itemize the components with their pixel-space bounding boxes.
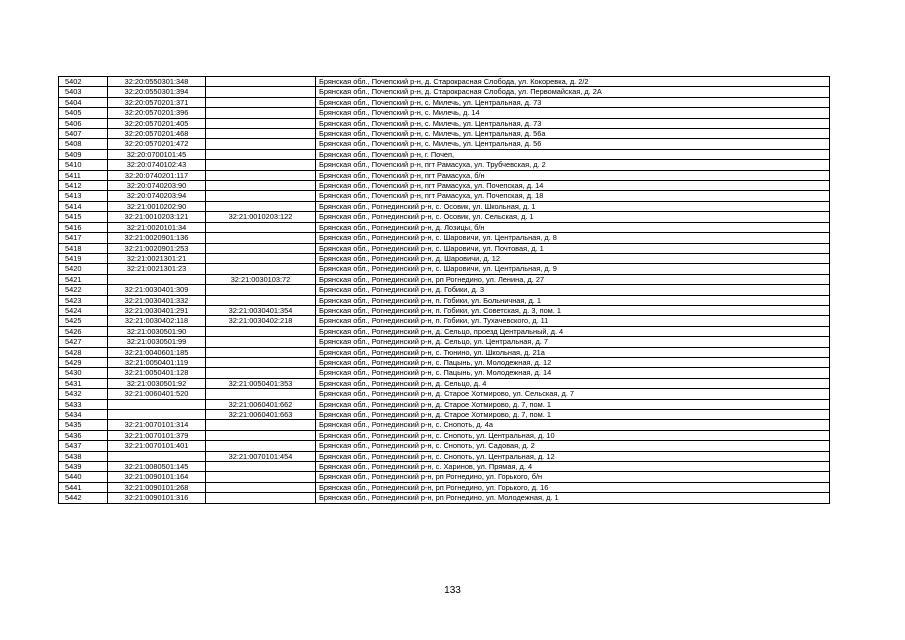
row-number-cell: 5418 xyxy=(59,243,108,253)
address-cell: Брянская обл., Рогнединский р-н, с. Пацынь, ул. Молодежная, д. 12 xyxy=(316,357,830,367)
address-cell: Брянская обл., Рогнединский р-н, д. Шаровичи, д. 12 xyxy=(316,253,830,263)
cadastral-number-cell: 32:21:0070101:379 xyxy=(108,430,206,440)
cadastral-number-cell: 32:21:0050401:119 xyxy=(108,357,206,367)
address-cell: Брянская обл., Рогнединский р-н, с. Шаровичи, ул. Центральная, д. 8 xyxy=(316,233,830,243)
table-row xyxy=(59,451,830,461)
address-cell: Брянская обл., Почепский р-н, с. Милечь, ул. Центральная, д. 56а xyxy=(316,129,830,139)
row-number-cell: 5436 xyxy=(59,430,108,440)
related-cadastral-number-cell xyxy=(206,357,316,367)
row-number-cell: 5433 xyxy=(59,399,108,409)
related-cadastral-number-cell: 32:21:0060401:662 xyxy=(206,399,316,409)
cadastral-number-cell: 32:21:0020901:253 xyxy=(108,243,206,253)
cadastral-number-cell: 32:20:0570201:396 xyxy=(108,108,206,118)
address-cell: Брянская обл., Рогнединский р-н, д. Старое Хотмирово, д. 7, пом. 1 xyxy=(316,399,830,409)
cadastral-number-cell: 32:21:0030401:291 xyxy=(108,305,206,315)
related-cadastral-number-cell xyxy=(206,149,316,159)
cadastral-number-cell: 32:21:0080501:145 xyxy=(108,462,206,472)
address-cell: Брянская обл., Почепский р-н, с. Милечь, ул. Центральная, д. 73 xyxy=(316,118,830,128)
page-number: 133 xyxy=(444,585,461,596)
cadastral-number-cell: 32:20:0570201:472 xyxy=(108,139,206,149)
related-cadastral-number-cell xyxy=(206,482,316,492)
table-row xyxy=(59,191,830,201)
related-cadastral-number-cell xyxy=(206,201,316,211)
cadastral-number-cell xyxy=(108,410,206,420)
address-cell: Брянская обл., Рогнединский р-н, рп Рогнедино, ул. Молодежная, д. 1 xyxy=(316,493,830,503)
registry-table-container xyxy=(58,76,829,504)
row-number-cell: 5412 xyxy=(59,181,108,191)
row-number-cell: 5428 xyxy=(59,347,108,357)
table-row xyxy=(59,160,830,170)
related-cadastral-number-cell: 32:21:0010203:122 xyxy=(206,212,316,222)
related-cadastral-number-cell: 32:21:0030401:354 xyxy=(206,305,316,315)
table-row xyxy=(59,253,830,263)
table-row xyxy=(59,149,830,159)
related-cadastral-number-cell: 32:21:0050401:353 xyxy=(206,378,316,388)
cadastral-number-cell: 32:20:0740201:117 xyxy=(108,170,206,180)
table-row xyxy=(59,493,830,503)
related-cadastral-number-cell xyxy=(206,462,316,472)
cadastral-number-cell: 32:21:0050401:128 xyxy=(108,368,206,378)
row-number-cell: 5413 xyxy=(59,191,108,201)
related-cadastral-number-cell xyxy=(206,347,316,357)
row-number-cell: 5402 xyxy=(59,77,108,87)
row-number-cell: 5408 xyxy=(59,139,108,149)
related-cadastral-number-cell xyxy=(206,337,316,347)
row-number-cell: 5425 xyxy=(59,316,108,326)
related-cadastral-number-cell xyxy=(206,472,316,482)
row-number-cell: 5426 xyxy=(59,326,108,336)
related-cadastral-number-cell xyxy=(206,430,316,440)
cadastral-number-cell: 32:21:0021301:23 xyxy=(108,264,206,274)
row-number-cell: 5422 xyxy=(59,285,108,295)
table-row xyxy=(59,243,830,253)
related-cadastral-number-cell xyxy=(206,389,316,399)
address-cell: Брянская обл., Рогнединский р-н, с. Снопоть, ул. Центральная, д. 10 xyxy=(316,430,830,440)
cadastral-number-cell xyxy=(108,451,206,461)
row-number-cell: 5423 xyxy=(59,295,108,305)
table-row xyxy=(59,212,830,222)
address-cell: Брянская обл., Рогнединский р-н, д. Старое Хотмирово, д. 7, пом. 1 xyxy=(316,410,830,420)
row-number-cell: 5434 xyxy=(59,410,108,420)
table-row xyxy=(59,305,830,315)
table-row xyxy=(59,347,830,357)
address-cell: Брянская обл., Почепский р-н, пгт Рамасуха, ул. Почепская, д. 14 xyxy=(316,181,830,191)
row-number-cell: 5407 xyxy=(59,129,108,139)
row-number-cell: 5424 xyxy=(59,305,108,315)
table-row xyxy=(59,430,830,440)
cadastral-number-cell: 32:21:0010203:121 xyxy=(108,212,206,222)
cadastral-number-cell: 32:20:0570201:468 xyxy=(108,129,206,139)
row-number-cell: 5417 xyxy=(59,233,108,243)
address-cell: Брянская обл., Рогнединский р-н, с. Осовик, ул. Сельская, д. 1 xyxy=(316,212,830,222)
cadastral-number-cell: 32:21:0030501:92 xyxy=(108,378,206,388)
table-row xyxy=(59,222,830,232)
cadastral-number-cell: 32:21:0070101:314 xyxy=(108,420,206,430)
cadastral-number-cell: 32:20:0740203:94 xyxy=(108,191,206,201)
related-cadastral-number-cell xyxy=(206,129,316,139)
address-cell: Брянская обл., Почепский р-н, с. Милечь, д. 14 xyxy=(316,108,830,118)
address-cell: Брянская обл., Рогнединский р-н, п. Гобики, ул. Советская, д. 3, пом. 1 xyxy=(316,305,830,315)
table-row xyxy=(59,264,830,274)
cadastral-number-cell: 32:20:0740102:43 xyxy=(108,160,206,170)
table-row xyxy=(59,97,830,107)
table-row xyxy=(59,170,830,180)
address-cell: Брянская обл., Почепский р-н, с. Милечь, ул. Центральная, д. 73 xyxy=(316,97,830,107)
address-cell: Брянская обл., Рогнединский р-н, д. Сельцо, д. 4 xyxy=(316,378,830,388)
row-number-cell: 5421 xyxy=(59,274,108,284)
related-cadastral-number-cell xyxy=(206,233,316,243)
table-row xyxy=(59,87,830,97)
registry-table xyxy=(58,76,830,504)
row-number-cell: 5406 xyxy=(59,118,108,128)
address-cell: Брянская обл., Рогнединский р-н, с. Харинов, ул. Прямая, д. 4 xyxy=(316,462,830,472)
related-cadastral-number-cell xyxy=(206,441,316,451)
cadastral-number-cell: 32:20:0570201:405 xyxy=(108,118,206,128)
row-number-cell: 5438 xyxy=(59,451,108,461)
table-row xyxy=(59,295,830,305)
row-number-cell: 5404 xyxy=(59,97,108,107)
address-cell: Брянская обл., Рогнединский р-н, с. Тюнино, ул. Школьная, д. 21а xyxy=(316,347,830,357)
cadastral-number-cell xyxy=(108,399,206,409)
table-row xyxy=(59,285,830,295)
address-cell: Брянская обл., Рогнединский р-н, п. Гобики, ул. Тухачевского, д. 11 xyxy=(316,316,830,326)
address-cell: Брянская обл., Рогнединский р-н, д. Сельцо, проезд Центральный, д. 4 xyxy=(316,326,830,336)
related-cadastral-number-cell xyxy=(206,368,316,378)
table-row xyxy=(59,357,830,367)
address-cell: Брянская обл., Рогнединский р-н, п. Гобики, ул. Больничная, д. 1 xyxy=(316,295,830,305)
row-number-cell: 5442 xyxy=(59,493,108,503)
row-number-cell: 5419 xyxy=(59,253,108,263)
cadastral-number-cell: 32:21:0090101:164 xyxy=(108,472,206,482)
related-cadastral-number-cell xyxy=(206,222,316,232)
row-number-cell: 5415 xyxy=(59,212,108,222)
row-number-cell: 5416 xyxy=(59,222,108,232)
related-cadastral-number-cell xyxy=(206,253,316,263)
related-cadastral-number-cell xyxy=(206,77,316,87)
table-row xyxy=(59,420,830,430)
address-cell: Брянская обл., Рогнединский р-н, д. Лозицы, б/н xyxy=(316,222,830,232)
cadastral-number-cell: 32:21:0020901:136 xyxy=(108,233,206,243)
address-cell: Брянская обл., Почепский р-н, г. Почеп, xyxy=(316,149,830,159)
cadastral-number-cell: 32:21:0030501:90 xyxy=(108,326,206,336)
table-row xyxy=(59,139,830,149)
related-cadastral-number-cell xyxy=(206,295,316,305)
address-cell: Брянская обл., Почепский р-н, пгт Рамасуха, б/н xyxy=(316,170,830,180)
address-cell: Брянская обл., Почепский р-н, с. Милечь, ул. Центральная, д. 56 xyxy=(316,139,830,149)
cadastral-number-cell: 32:21:0030401:332 xyxy=(108,295,206,305)
cadastral-number-cell: 32:21:0030401:309 xyxy=(108,285,206,295)
related-cadastral-number-cell: 32:21:0070101:454 xyxy=(206,451,316,461)
address-cell: Брянская обл., Почепский р-н, пгт Рамасуха, ул. Почепская, д. 18 xyxy=(316,191,830,201)
related-cadastral-number-cell xyxy=(206,118,316,128)
address-cell: Брянская обл., Рогнединский р-н, с. Снопоть, ул. Центральная, д. 12 xyxy=(316,451,830,461)
address-cell: Брянская обл., Почепский р-н, д. Старокрасная Слобода, ул. Первомайская, д. 2А xyxy=(316,87,830,97)
related-cadastral-number-cell xyxy=(206,326,316,336)
row-number-cell: 5414 xyxy=(59,201,108,211)
table-row xyxy=(59,129,830,139)
related-cadastral-number-cell xyxy=(206,87,316,97)
cadastral-number-cell: 32:20:0550301:348 xyxy=(108,77,206,87)
row-number-cell: 5427 xyxy=(59,337,108,347)
related-cadastral-number-cell: 32:21:0060401:663 xyxy=(206,410,316,420)
table-row xyxy=(59,233,830,243)
related-cadastral-number-cell xyxy=(206,181,316,191)
row-number-cell: 5440 xyxy=(59,472,108,482)
related-cadastral-number-cell xyxy=(206,243,316,253)
cadastral-number-cell: 32:21:0010202:90 xyxy=(108,201,206,211)
address-cell: Брянская обл., Рогнединский р-н, д. Старое Хотмирово, ул. Сельская, д. 7 xyxy=(316,389,830,399)
cadastral-number-cell: 32:21:0030501:99 xyxy=(108,337,206,347)
table-row xyxy=(59,389,830,399)
table-row xyxy=(59,201,830,211)
row-number-cell: 5409 xyxy=(59,149,108,159)
table-row xyxy=(59,118,830,128)
cadastral-number-cell: 32:20:0570201:371 xyxy=(108,97,206,107)
cadastral-number-cell: 32:20:0550301:394 xyxy=(108,87,206,97)
table-row xyxy=(59,472,830,482)
address-cell: Брянская обл., Рогнединский р-н, с. Снопоть, д. 4а xyxy=(316,420,830,430)
address-cell: Брянская обл., Рогнединский р-н, д. Гобики, д. 3 xyxy=(316,285,830,295)
table-row xyxy=(59,378,830,388)
cadastral-number-cell: 32:20:0740203:90 xyxy=(108,181,206,191)
related-cadastral-number-cell xyxy=(206,160,316,170)
related-cadastral-number-cell xyxy=(206,170,316,180)
table-row xyxy=(59,316,830,326)
row-number-cell: 5441 xyxy=(59,482,108,492)
related-cadastral-number-cell xyxy=(206,108,316,118)
related-cadastral-number-cell xyxy=(206,420,316,430)
address-cell: Брянская обл., Почепский р-н, пгт Рамасуха, ул. Трубчевская, д. 2 xyxy=(316,160,830,170)
cadastral-number-cell: 32:21:0090101:316 xyxy=(108,493,206,503)
address-cell: Брянская обл., Рогнединский р-н, д. Сельцо, ул. Центральная, д. 7 xyxy=(316,337,830,347)
row-number-cell: 5430 xyxy=(59,368,108,378)
cadastral-number-cell: 32:21:0030402:118 xyxy=(108,316,206,326)
address-cell: Брянская обл., Рогнединский р-н, рп Рогнедино, ул. Горького, д. 16 xyxy=(316,482,830,492)
related-cadastral-number-cell: 32:21:0030103:72 xyxy=(206,274,316,284)
cadastral-number-cell: 32:21:0060401:520 xyxy=(108,389,206,399)
related-cadastral-number-cell xyxy=(206,191,316,201)
related-cadastral-number-cell xyxy=(206,97,316,107)
table-row xyxy=(59,399,830,409)
row-number-cell: 5410 xyxy=(59,160,108,170)
row-number-cell: 5435 xyxy=(59,420,108,430)
related-cadastral-number-cell xyxy=(206,285,316,295)
table-row xyxy=(59,410,830,420)
row-number-cell: 5432 xyxy=(59,389,108,399)
row-number-cell: 5411 xyxy=(59,170,108,180)
cadastral-number-cell: 32:20:0700101:45 xyxy=(108,149,206,159)
address-cell: Брянская обл., Рогнединский р-н, с. Шаровичи, ул. Центральная, д. 9 xyxy=(316,264,830,274)
cadastral-number-cell xyxy=(108,274,206,284)
cadastral-number-cell: 32:21:0090101:268 xyxy=(108,482,206,492)
table-row xyxy=(59,108,830,118)
cadastral-number-cell: 32:21:0040601:185 xyxy=(108,347,206,357)
related-cadastral-number-cell xyxy=(206,264,316,274)
cadastral-number-cell: 32:21:0070101:401 xyxy=(108,441,206,451)
table-row xyxy=(59,462,830,472)
table-row xyxy=(59,441,830,451)
address-cell: Брянская обл., Рогнединский р-н, с. Шаровичи, ул. Почтовая, д. 1 xyxy=(316,243,830,253)
table-row xyxy=(59,326,830,336)
address-cell: Брянская обл., Рогнединский р-н, рп Рогнедино, ул. Ленина, д. 27 xyxy=(316,274,830,284)
cadastral-number-cell: 32:21:0021301:21 xyxy=(108,253,206,263)
address-cell: Брянская обл., Рогнединский р-н, с. Пацынь, ул. Молодежная, д. 14 xyxy=(316,368,830,378)
related-cadastral-number-cell xyxy=(206,493,316,503)
row-number-cell: 5437 xyxy=(59,441,108,451)
related-cadastral-number-cell: 32:21:0030402:218 xyxy=(206,316,316,326)
address-cell: Брянская обл., Рогнединский р-н, с. Снопоть, ул. Садовая, д. 2 xyxy=(316,441,830,451)
table-row xyxy=(59,482,830,492)
cadastral-number-cell: 32:21:0020101:34 xyxy=(108,222,206,232)
related-cadastral-number-cell xyxy=(206,139,316,149)
row-number-cell: 5405 xyxy=(59,108,108,118)
address-cell: Брянская обл., Рогнединский р-н, с. Осовик, ул. Школьная, д. 1 xyxy=(316,201,830,211)
table-row xyxy=(59,274,830,284)
table-row xyxy=(59,77,830,87)
table-row xyxy=(59,181,830,191)
row-number-cell: 5429 xyxy=(59,357,108,367)
row-number-cell: 5431 xyxy=(59,378,108,388)
address-cell: Брянская обл., Рогнединский р-н, рп Рогнедино, ул. Горького, б/н xyxy=(316,472,830,482)
address-cell: Брянская обл., Почепский р-н, д. Старокрасная Слобода, ул. Кокоревка, д. 2/2 xyxy=(316,77,830,87)
registry-table-body xyxy=(59,77,830,504)
row-number-cell: 5439 xyxy=(59,462,108,472)
table-row xyxy=(59,368,830,378)
row-number-cell: 5403 xyxy=(59,87,108,97)
row-number-cell: 5420 xyxy=(59,264,108,274)
table-row xyxy=(59,337,830,347)
